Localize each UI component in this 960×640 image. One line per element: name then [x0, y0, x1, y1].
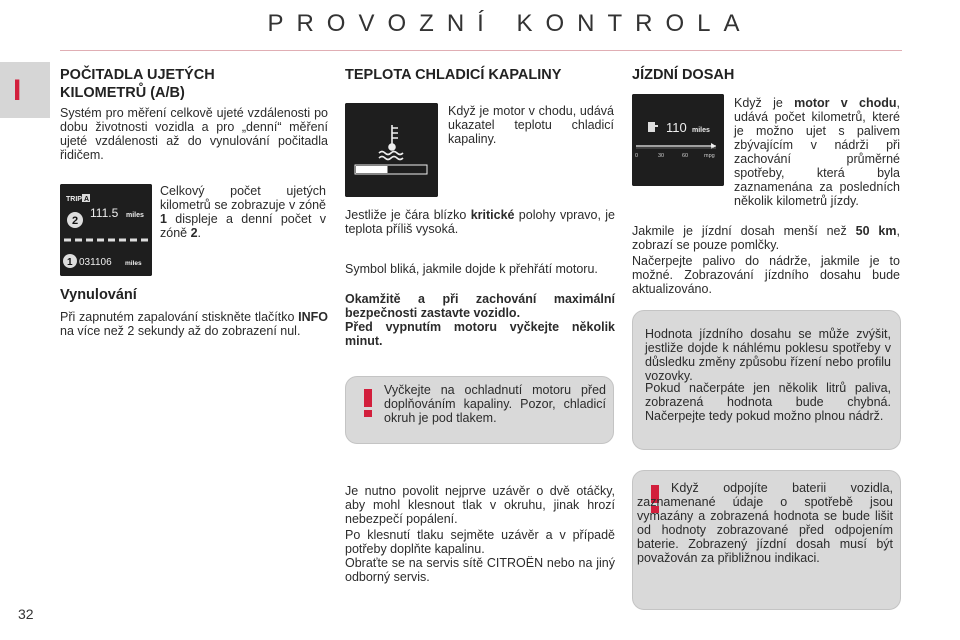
scale-60: 60 — [682, 153, 689, 159]
reset-text: Při zapnutém zapalování stiskněte tlačítko INFO na více než 2 sekundy až do zobrazení nul. — [60, 310, 328, 338]
range-info-box — [632, 310, 901, 450]
chapter-tab[interactable] — [0, 62, 50, 118]
coolant-blink: Symbol bliká, jakmile dojde k přehřátí motoru. — [345, 262, 598, 276]
range-info-1: Hodnota jízdního dosahu se může zvýšit, jestliže dojde k náhlému poklesu spotřeby v důsledku změny způsobu řízení nebo profilu vozovky. — [645, 327, 891, 383]
zone1-badge: 1 — [67, 257, 73, 268]
coolant-critical: Jestliže je čára blízko kritické polohy vpravo, je teplota příliš vysoká. — [345, 208, 615, 236]
zone1-ref: 1 — [160, 212, 167, 226]
coolant-stop: Okamžitě a při zachování maximální bezpečnosti zastavte vozidlo. — [345, 292, 615, 320]
reset-heading: Vynulování — [60, 287, 137, 303]
coolant-step-2: Po klesnutí tlaku sejměte uzávěr a v případě potřeby doplňte kapalinu. — [345, 528, 615, 556]
battery-warning-text: Když odpojíte baterii vozidla, zaznamenané údaje o spotřebě jsou vymazány a zobrazená hodnota se bude lišit od hodnoty zobrazované před odpojením baterie. Zobrazený jízdní dosah musí být považován za přibližnou indikaci. — [637, 481, 893, 565]
range-heading: JÍZDNÍ DOSAH — [632, 67, 735, 83]
zone2-badge: 2 — [72, 215, 79, 227]
coolant-intro: Když je motor v chodu, udává ukazatel teplotu chladicí kapaliny. — [448, 104, 614, 146]
total-value: 031106 — [79, 257, 112, 268]
range-intro: Když je motor v chodu, udává počet kilometrů, které je možno ujet s palivem zbývajícím v nádrži při zachování průměrné spotřeby, která byla zaznamenána za posledních několik kilometrů jízdy. — [734, 96, 900, 208]
engine-running: motor v chodu — [794, 96, 897, 110]
coolant-gauge-display — [345, 103, 438, 197]
critical-word: kritické — [470, 208, 515, 222]
coolant-heading: TEPLOTA CHLADICÍ KAPALINY — [345, 67, 562, 83]
total-unit: miles — [125, 260, 142, 267]
range-info-2: Pokud načerpáte jen několik litrů paliva, zobrazená hodnota bude chybná. Načerpejte tedy pokud možno plnou nádrž. — [645, 381, 891, 423]
low-threshold: 50 km — [855, 224, 897, 238]
range-low: Jakmile je jízdní dosah menší než 50 km, zobrazí se pouze pomlčky. — [632, 224, 900, 252]
odometer-zones-text: Celkový počet ujetých kilometrů se zobrazuje v zóně 1 displeje a denní počet v zóně 2. — [160, 184, 326, 240]
page-title: PROVOZNÍ KONTROLA — [267, 10, 753, 37]
coolant-wait: Před vypnutím motoru vyčkejte několik minut. — [345, 320, 615, 348]
odometer-display — [60, 184, 152, 276]
coolant-gauge-graphic — [345, 103, 438, 197]
range-display-graphic — [632, 94, 724, 186]
info-key: INFO — [298, 310, 328, 324]
coolant-step-3: Obraťte se na servis sítě CITROËN nebo na jiný odborný servis. — [345, 556, 615, 584]
trip-label: TRIP — [66, 196, 82, 203]
coolant-warning-box — [345, 376, 614, 444]
trip-value: 111.5 — [90, 206, 119, 220]
zone2-ref: 2 — [190, 226, 198, 240]
warning-exclamation-icon — [358, 389, 378, 417]
range-refuel: Načerpejte palivo do nádrže, jakmile je to možné. Zobrazování jízdního dosahu bude aktualizováno. — [632, 254, 900, 296]
range-display — [632, 94, 724, 186]
page-number: 32 — [18, 606, 34, 622]
odometer-intro: Systém pro měření celkově ujeté vzdálenosti po dobu životnosti vozidla a pro „denní“ měření ujeté vzdálenosti až do vynulování počitadla řidičem. — [60, 106, 328, 162]
coolant-level-bar — [356, 166, 388, 173]
scale-0: 0 — [635, 153, 639, 159]
odometer-heading: POČITADLA UJETÝCH KILOMETRŮ (A/B) — [60, 67, 215, 101]
coolant-warning-text: Vyčkejte na ochladnutí motoru před doplňováním kapaliny. Pozor, chladicí okruh je pod tlakem. — [384, 383, 606, 425]
range-value: 110 — [666, 120, 687, 135]
coolant-step-1: Je nutno povolit nejprve uzávěr o dvě otáčky, aby mohl klesnout tlak v okruhu, jinak hrozí nebezpečí popálení. — [345, 484, 615, 526]
range-unit: miles — [692, 127, 710, 134]
chapter-letter: I — [13, 74, 22, 107]
trip-unit: miles — [126, 212, 144, 219]
title-divider — [60, 50, 902, 51]
scale-30: 30 — [658, 153, 665, 159]
trip-letter: A — [84, 196, 90, 203]
odometer-display-graphic — [60, 184, 152, 276]
battery-warning-box — [632, 470, 901, 610]
scale-mpg: mpg — [704, 153, 715, 159]
